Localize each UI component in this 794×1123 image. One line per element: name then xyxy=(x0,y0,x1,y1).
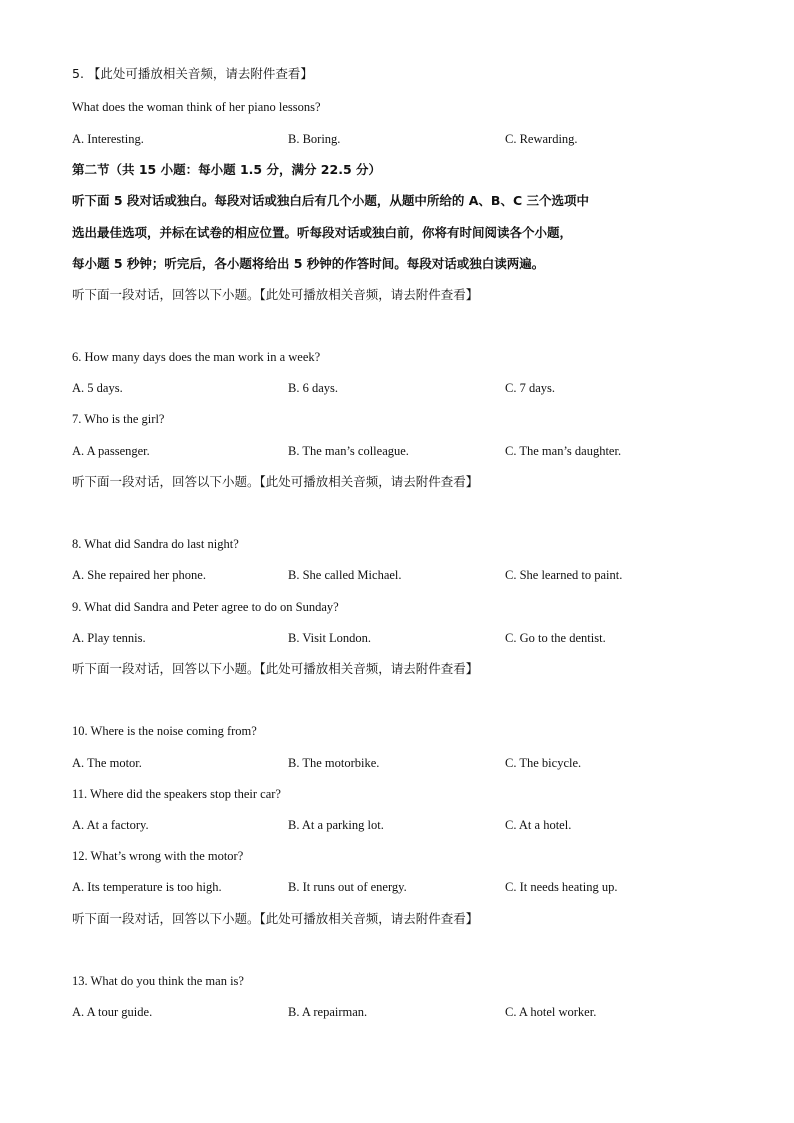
q11-option-b[interactable]: B. At a parking lot. xyxy=(288,818,384,832)
listen-prompt-2[interactable]: 听下面一段对话，回答以下小题。【此处可播放相关音频，请去附件查看】 xyxy=(72,474,479,489)
q6-option-b[interactable]: B. 6 days. xyxy=(288,381,338,395)
q7-question: 7. Who is the girl? xyxy=(72,412,165,426)
q12-question: 12. What’s wrong with the motor? xyxy=(72,849,244,863)
q5-audio-prompt[interactable]: 5. 【此处可播放相关音频，请去附件查看】 xyxy=(72,66,313,81)
q9-option-b[interactable]: B. Visit London. xyxy=(288,631,372,645)
q8-option-c[interactable]: C. She learned to paint. xyxy=(505,568,623,582)
q10-option-b[interactable]: B. The motorbike. xyxy=(288,756,380,770)
q13-question: 13. What do you think the man is? xyxy=(72,974,244,988)
section2-instruction-line-2: 选出最佳选项，并标在试卷的相应位置。听每段对话或独白前，你将有时间阅读各个小题， xyxy=(72,225,573,240)
q5-option-b[interactable]: B. Boring. xyxy=(288,132,341,146)
q13-option-b[interactable]: B. A repairman. xyxy=(288,1005,368,1019)
q6-option-a[interactable]: A. 5 days. xyxy=(72,381,123,395)
listen-prompt-4[interactable]: 听下面一段对话，回答以下小题。【此处可播放相关音频，请去附件查看】 xyxy=(72,911,479,926)
q12-option-b[interactable]: B. It runs out of energy. xyxy=(288,880,407,894)
q11-option-a[interactable]: A. At a factory. xyxy=(72,818,149,832)
q13-option-a[interactable]: A. A tour guide. xyxy=(72,1005,153,1019)
q10-option-c[interactable]: C. The bicycle. xyxy=(505,756,582,770)
q11-option-c[interactable]: C. At a hotel. xyxy=(505,818,572,832)
q11-question: 11. Where did the speakers stop their car? xyxy=(72,787,281,801)
q8-question: 8. What did Sandra do last night? xyxy=(72,537,239,551)
q8-option-b[interactable]: B. She called Michael. xyxy=(288,568,402,582)
q12-option-c[interactable]: C. It needs heating up. xyxy=(505,880,618,894)
q5-question: What does the woman think of her piano lessons? xyxy=(72,100,321,114)
q10-option-a[interactable]: A. The motor. xyxy=(72,756,142,770)
q9-option-a[interactable]: A. Play tennis. xyxy=(72,631,146,645)
q5-option-c[interactable]: C. Rewarding. xyxy=(505,132,578,146)
q10-question: 10. Where is the noise coming from? xyxy=(72,724,257,738)
section2-title: 第二节（共 15 小题：每小题 1.5 分，满分 22.5 分） xyxy=(72,162,381,177)
q5-option-a[interactable]: A. Interesting. xyxy=(72,132,144,146)
listen-prompt-1[interactable]: 听下面一段对话，回答以下小题。【此处可播放相关音频，请去附件查看】 xyxy=(72,287,479,302)
q13-option-c[interactable]: C. A hotel worker. xyxy=(505,1005,597,1019)
section2-instruction-line-3: 每小题 5 秒钟；听完后，各小题将给出 5 秒钟的作答时间。每段对话或独白读两遍。 xyxy=(72,256,545,271)
q7-option-a[interactable]: A. A passenger. xyxy=(72,444,150,458)
q8-option-a[interactable]: A. She repaired her phone. xyxy=(72,568,206,582)
section2-instruction-line-1: 听下面 5 段对话或独白。每段对话或独白后有几个小题，从题中所给的 A、B、C 三个选项中 xyxy=(72,193,589,208)
q7-option-c[interactable]: C. The man’s daughter. xyxy=(505,444,622,458)
q6-option-c[interactable]: C. 7 days. xyxy=(505,381,555,395)
q12-option-a[interactable]: A. Its temperature is too high. xyxy=(72,880,222,894)
listen-prompt-3[interactable]: 听下面一段对话，回答以下小题。【此处可播放相关音频，请去附件查看】 xyxy=(72,661,479,676)
q7-option-b[interactable]: B. The man’s colleague. xyxy=(288,444,409,458)
q9-question: 9. What did Sandra and Peter agree to do on Sunday? xyxy=(72,600,339,614)
q6-question: 6. How many days does the man work in a week? xyxy=(72,350,321,364)
q9-option-c[interactable]: C. Go to the dentist. xyxy=(505,631,606,645)
